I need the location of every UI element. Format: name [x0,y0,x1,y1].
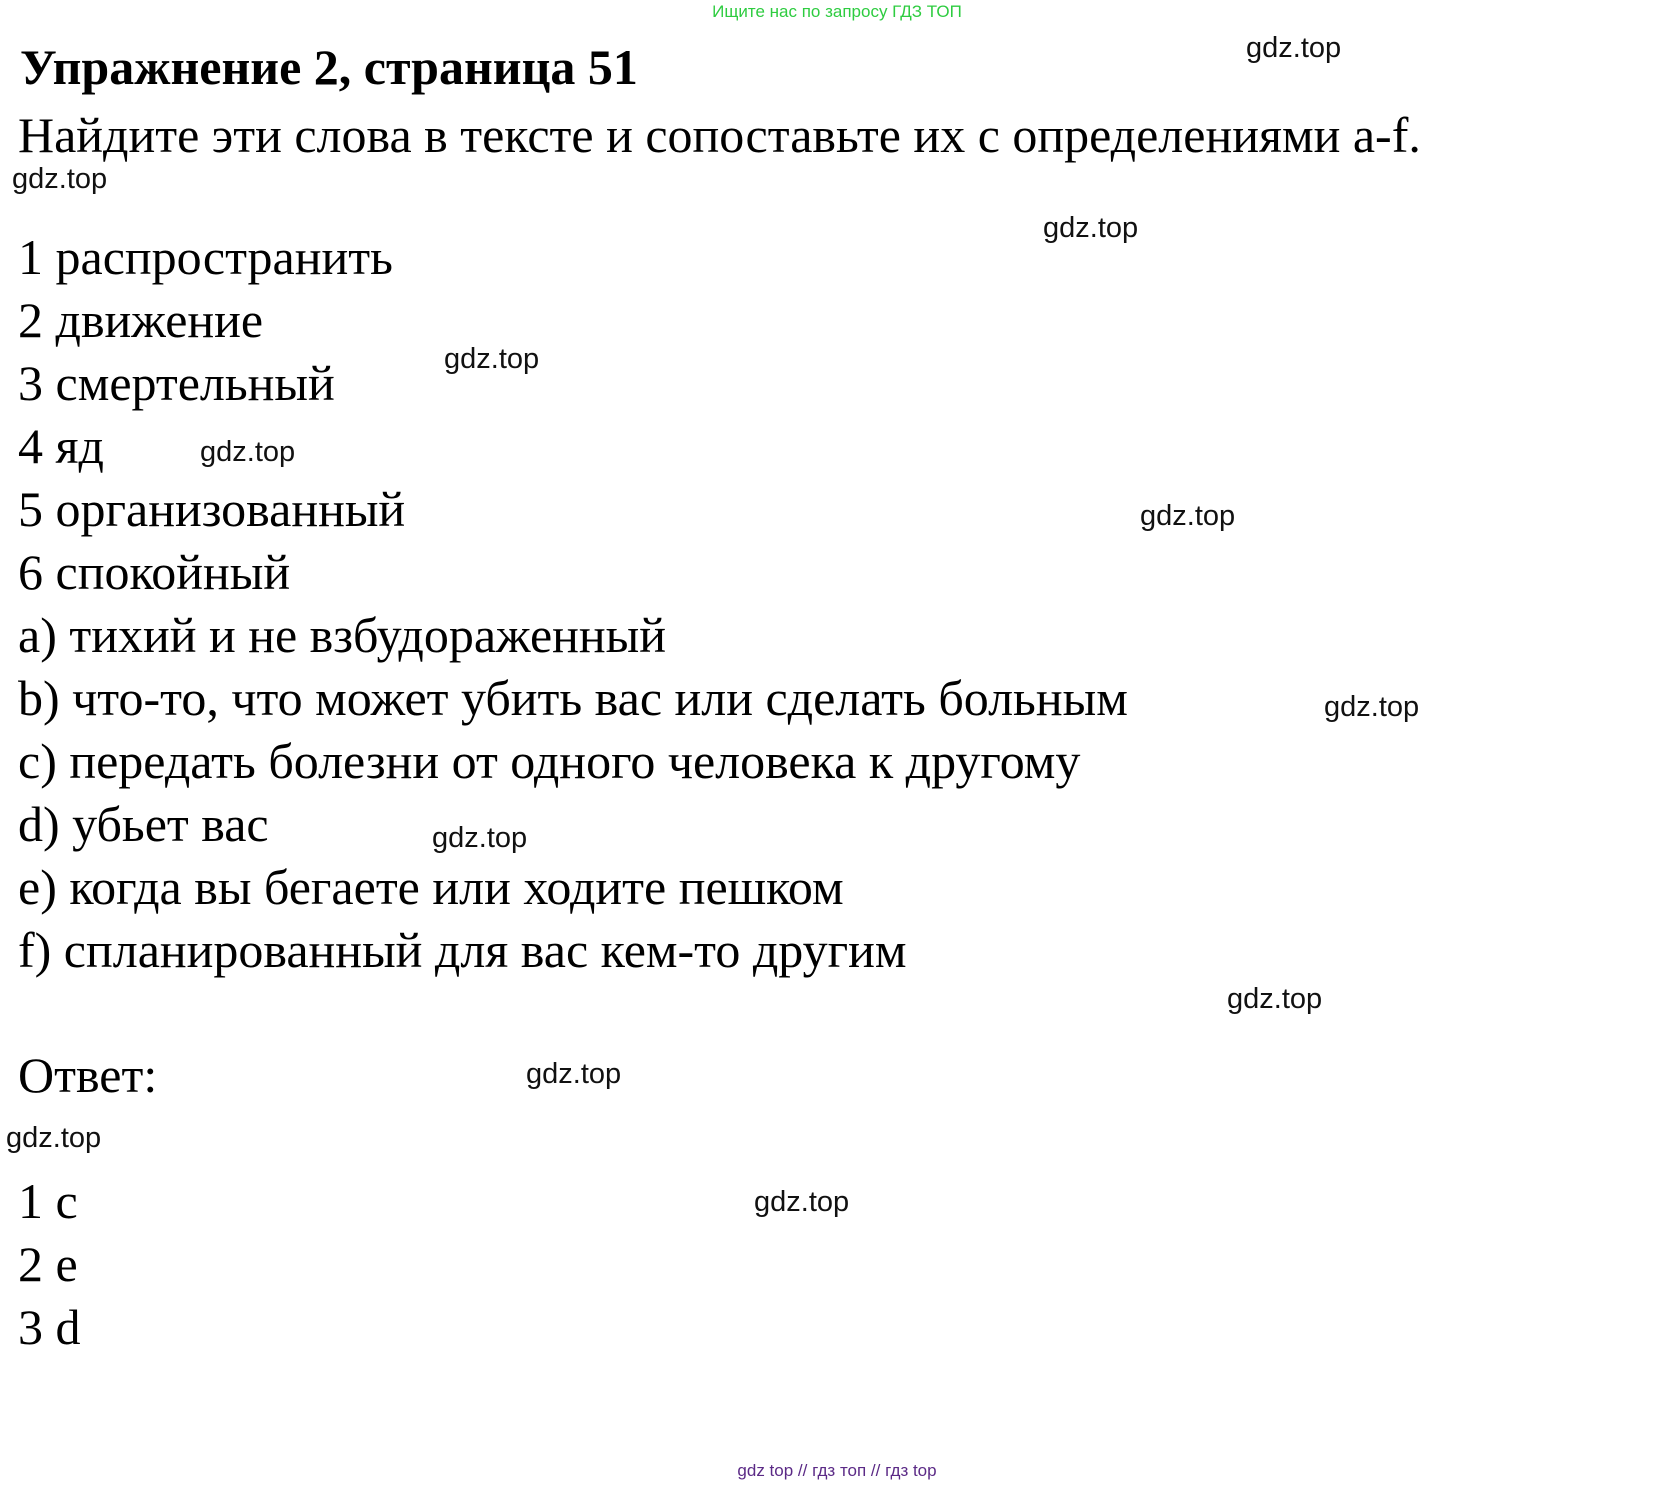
watermark: gdz.top [526,1058,622,1090]
answer-item: 2 e [18,1236,78,1292]
word-item: 4 яд [18,418,104,474]
word-item: 6 спокойный [18,544,291,600]
definition-item: f) спланированный для вас кем-то другим [18,922,907,978]
watermark: gdz.top [1140,500,1236,532]
watermark: gdz.top [1227,983,1323,1015]
word-item: 3 смертельный [18,355,335,411]
answer-item: 3 d [18,1299,81,1355]
top-banner[interactable]: Ищите нас по запросу ГДЗ ТОП [712,2,962,21]
watermark: gdz.top [754,1186,850,1218]
exercise-title: Упражнение 2, страница 51 [20,39,638,95]
watermark: gdz.top [444,343,540,375]
watermark: gdz.top [200,436,296,468]
definition-item: a) тихий и не взбудораженный [18,607,666,663]
definition-item: d) убьет вас [18,796,269,852]
footer-links[interactable]: gdz top // гдз топ // гдз top [737,1461,937,1480]
watermark: gdz.top [1324,691,1420,723]
watermark: gdz.top [432,822,528,854]
word-item: 5 организованный [18,481,406,537]
watermark: gdz.top [1246,32,1342,64]
definition-item: b) что-то, что может убить вас или сделать больным [18,670,1128,726]
watermark: gdz.top [12,163,108,195]
definition-item: e) когда вы бегаете или ходите пешком [18,859,844,915]
watermark: gdz.top [1043,212,1139,244]
word-item: 2 движение [18,292,264,348]
answer-label: Ответ: [18,1047,158,1103]
instruction-text: Найдите эти слова в тексте и сопоставьте их с определениями a-f. [18,107,1421,163]
word-item: 1 распространить [18,229,393,285]
answer-item: 1 c [18,1173,78,1229]
watermark: gdz.top [6,1122,102,1154]
definition-item: c) передать болезни от одного человека к другому [18,733,1081,789]
